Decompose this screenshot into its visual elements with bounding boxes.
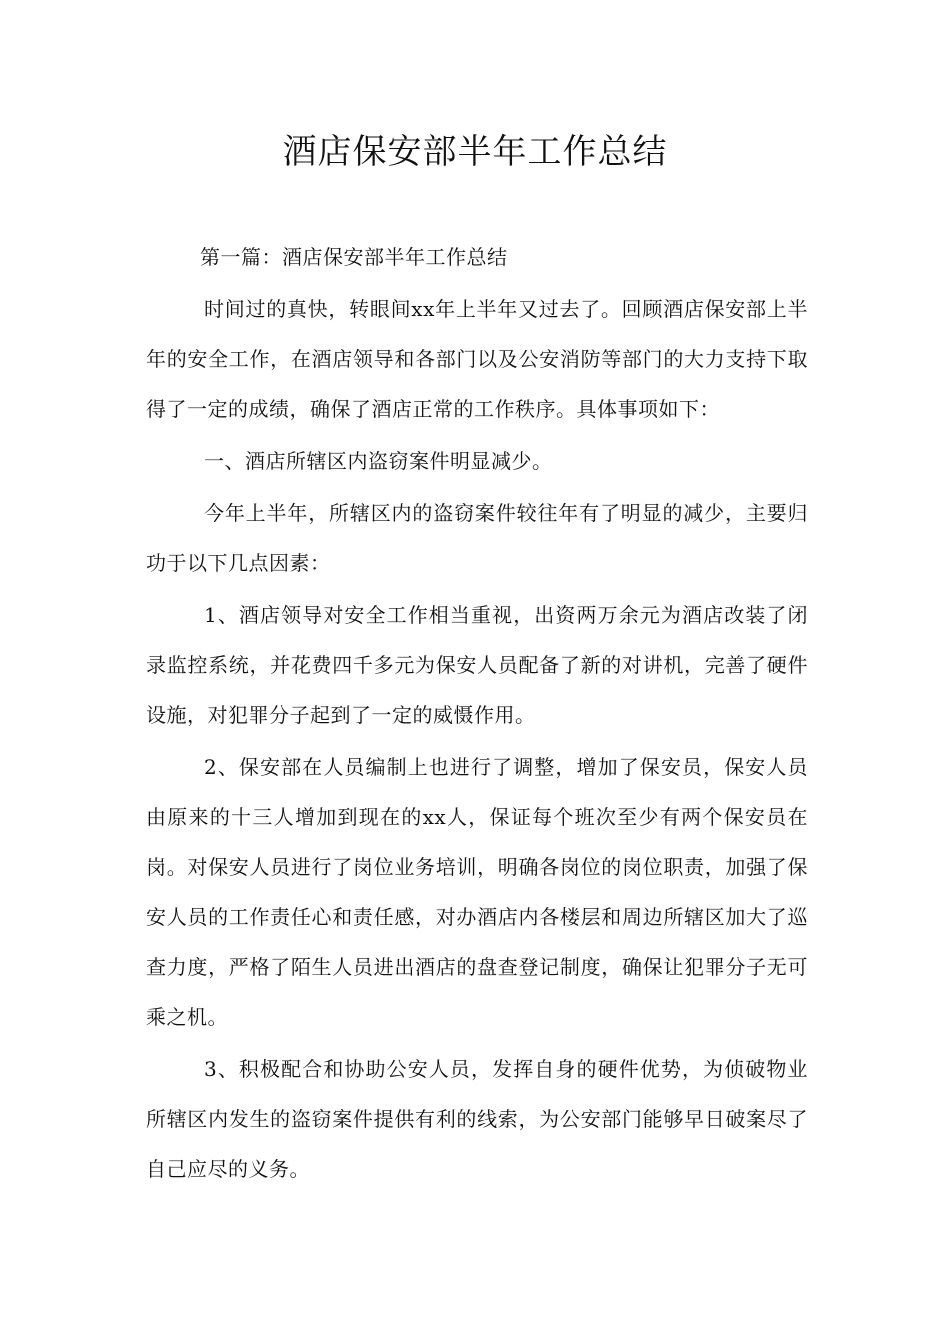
document-body <box>146 232 808 1196</box>
paragraph-item-3: 3、积极配合和协助公安人员，发挥自身的硬件优势，为侦破物业所辖区内发生的盗窃案件提供有利的线索，为公安部门能够早日破案尽了自己应尽的义务。 <box>146 1057 808 1181</box>
paragraph-section-heading: 一、酒店所辖区内盗窃案件明显减少。 <box>204 449 553 473</box>
paragraph-intro: 时间过的真快，转眼间xx年上半年又过去了。回顾酒店保安部上半年的安全工作，在酒店领导和各部门以及公安消防等部门的大力支持下取得了一定的成绩，确保了酒店正常的工作秩序。具体事项如下： <box>146 297 808 421</box>
paragraph-item-1: 1、酒店领导对安全工作相当重视，出资两万余元为酒店改装了闭录监控系统，并花费四千多元为保安人员配备了新的对讲机，完善了硬件设施，对犯罪分子起到了一定的威慑作用。 <box>146 603 808 727</box>
section-subtitle: 第一篇：酒店保安部半年工作总结 <box>200 245 508 269</box>
paragraph-summary: 今年上半年，所辖区内的盗窃案件较往年有了明显的减少，主要归功于以下几点因素： <box>146 501 808 575</box>
document-title: 酒店保安部半年工作总结 <box>282 132 668 172</box>
paragraph-item-2: 2、保安部在人员编制上也进行了调整，增加了保安员，保安人员由原来的十三人增加到现在的xx人，保证每个班次至少有两个保安员在岗。对保安人员进行了岗位业务培训，明确各岗位的岗位职责，加强了保安人员的工作责任心和责任感，对办酒店内各楼层和周边所辖区加大了巡查力度，严格了陌生人员进出酒店的盘查登记制度，确保让犯罪分子无可乘之机。 <box>146 755 808 1029</box>
